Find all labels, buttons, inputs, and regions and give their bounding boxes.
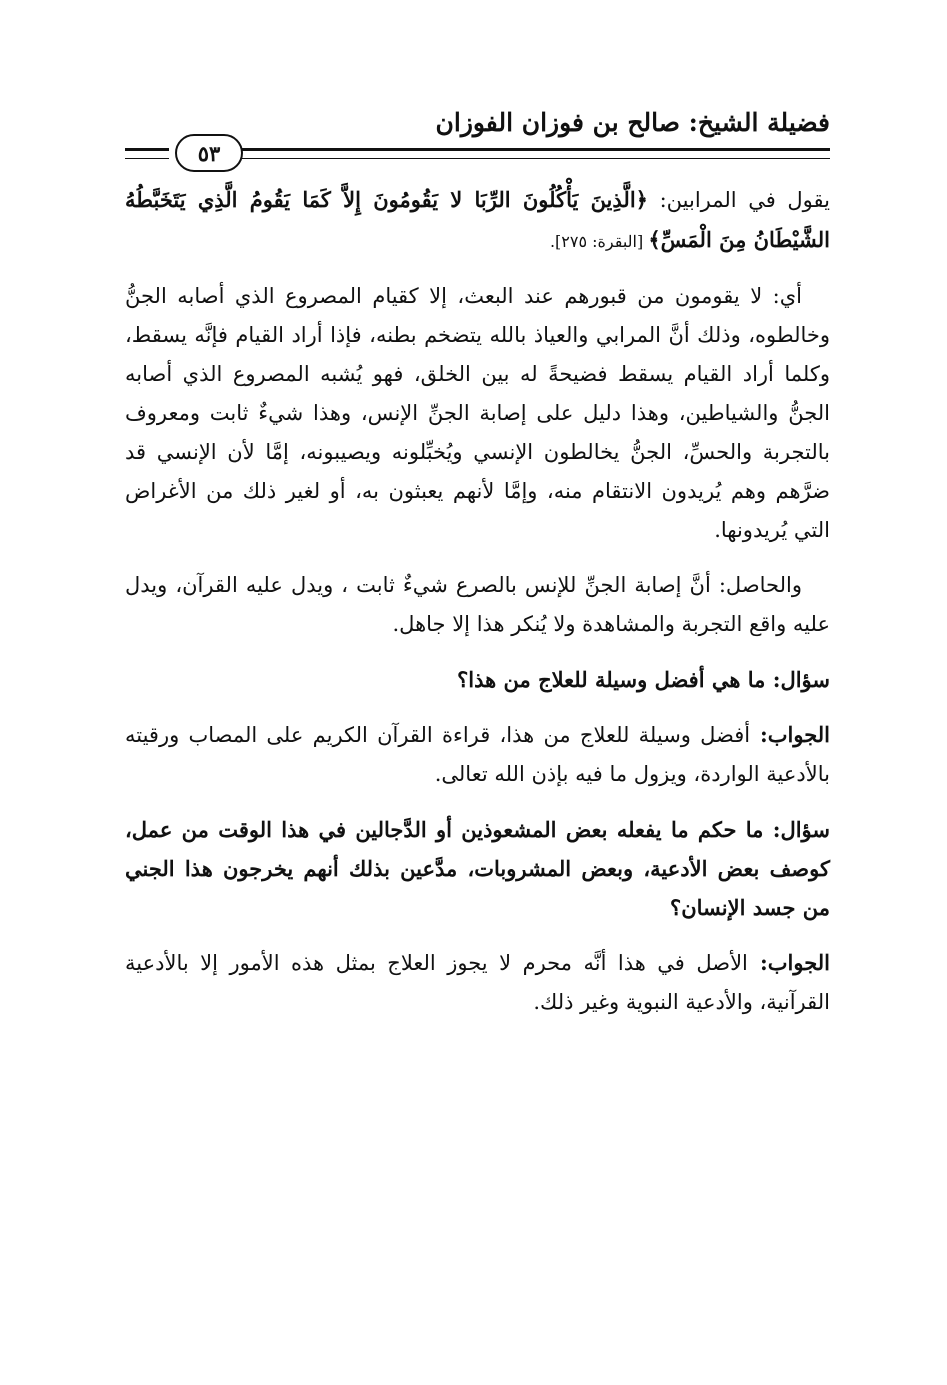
verse-intro: يقول في المرابين: [647,188,830,212]
paragraph-explanation: أي: لا يقومون من قبورهم عند البعث، إلا كقيام المصروع الذي أصابه الجنُّ وخالطوه، وذلك أنَّ المرابي والعياذ بالله يتضخم بطنه، فإذا أراد القيام فإنَّه يسقط، وكلما أراد القيام يسقط فضيحةً له بين الخلق، فهو يُشبه المصروع الذي أصابه الجنُّ والشياطين، وهذا دليل على إصابة الجنِّ الإنس، وهذا شيءٌ ثابت ومعروف بالتجربة والحسِّ، الجنُّ يخالطون الإنسي ويُخبِّلونه ويصيبونه، إمَّا لأن الإنسي قد ضرَّهم وهم يُريدون الانتقام منه، وإمَّا لأنهم يعبثون به، أو لغير ذلك من الأغراض التي يُريدونها. [125,284,830,542]
paragraph-verse [125,180,830,261]
answer-2-text: الأصل في هذا أنَّه محرم لا يجوز العلاج بمثل هذه الأمور إلا بالأدعية القرآنية، والأدعية النبوية وغير ذلك. [125,951,830,1014]
page-number: ٥٣ [175,134,243,172]
verse-reference: [البقرة: ٢٧٥]. [549,232,649,251]
page-header [125,108,830,168]
answer-1-text: أفضل وسيلة للعلاج من هذا، قراءة القرآن الكريم على المصاب ورقيته بالأدعية الواردة، ويزول ما فيه بإذن الله تعالى. [125,723,830,786]
answer-2-label: الجواب: [747,950,831,975]
answer-2 [125,943,830,1022]
question-2: سؤال: ما حكم ما يفعله بعض المشعوذين أو الدَّجالين في هذا الوقت من عمل، كوصف بعض الأدعية، وبعض المشروبات، مدَّعين بذلك أنهم يخرجون هذا الجني من جسد الإنسان؟ [125,817,830,920]
header-rule-left [125,148,169,159]
paragraph-conclusion: والحاصل: أنَّ إصابة الجنِّ للإنس بالصرع شيءٌ ثابت ، ويدل عليه القرآن، ويدل عليه واقع التجربة والمشاهدة ولا يُنكر هذا إلا جاهل. [125,573,830,636]
answer-1-label: الجواب: [750,722,830,747]
answer-1 [125,715,830,794]
quran-verse: ﴿الَّذِينَ يَأْكُلُونَ الرِّبَا لا يَقُومُونَ إِلاَّ كَمَا يَقُومُ الَّذِي يَتَخَبَّطُهُ الشَّيْطَانُ مِنَ الْمَسِّ﴾ [125,187,830,252]
header-rule [230,148,830,159]
question-1: سؤال: ما هي أفضل وسيلة للعلاج من هذا؟ [457,667,830,692]
running-title: فضيلة الشيخ: صالح بن فوزان الفوزان [435,108,830,137]
page-body [125,180,830,1038]
